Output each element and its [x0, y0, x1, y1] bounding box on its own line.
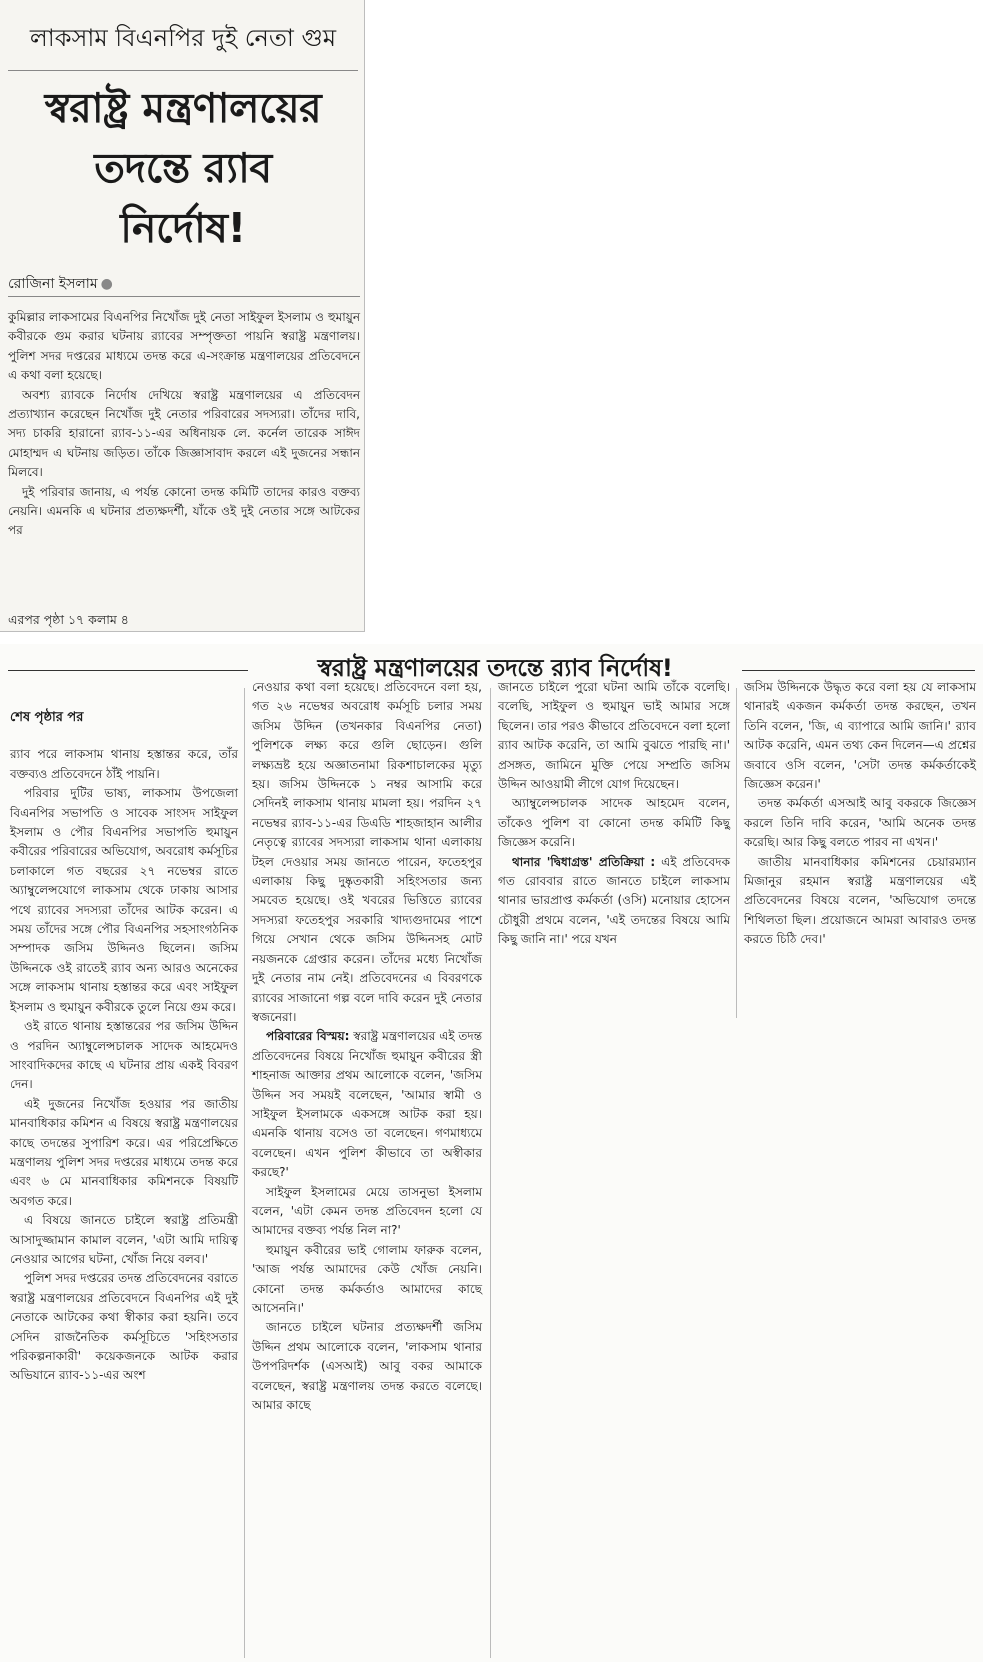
- paragraph-text: স্বরাষ্ট্র মন্ত্রণালয়ের এই তদন্ত প্রতিবেদনের বিষয়ে নিখোঁজ হুমায়ুন কবীরের স্ত্রী শাহনাজ আক্তার প্রথম আলোকে বলেন, 'জসিম উদ্দিন সব সময়ই বলেছেন, 'আমার স্বামী ও সাইফুল ইসলামকে একসঙ্গে আটক করা হয়। এমনকি থানায় বসেও তা বলেছেন। গণমাধ্যমে বলেছেন। এখন পুলিশ কীভাবে তা অস্বীকার করছে?': [252, 1029, 482, 1180]
- column-divider: [244, 688, 245, 1658]
- bullet-icon: ●: [100, 276, 113, 292]
- paragraph: কুমিল্লার লাকসামের বিএনপির নিখোঁজ দুই নেতা সাইফুল ইসলাম ও হুমায়ুন কবীরকে গুম করার ঘটনায় র‍্যাবের সম্পৃক্ততা পায়নি স্বরাষ্ট্র মন্ত্রণালয়। পুলিশ সদর দপ্তরের মাধ্যমে তদন্ত করে এ-সংক্রান্ত মন্ত্রণালয়ের প্রতিবেদনে এ কথা বলা হয়েছে।: [8, 310, 360, 383]
- headline: [8, 78, 358, 258]
- paragraph: জানতে চাইলে ঘটনার প্রত্যক্ষদর্শী জসিম উদ্দিন প্রথম আলোকে বলেন, 'লাকসাম থানার উপপরিদর্শক (এসআই) আবু বকর আমাকে বলেছেন, স্বরাষ্ট্র মন্ত্রণালয় তদন্ত করতে বলেছে। আমার কাছে: [252, 1320, 482, 1413]
- banner-headline: স্বরাষ্ট্র মন্ত্রণালয়ের তদন্তে র‍্যাব নির্দোষ!: [250, 646, 740, 690]
- byline: [8, 272, 360, 297]
- clipping-front-page: [0, 0, 365, 632]
- paragraph: জাতীয় মানবাধিকার কমিশনের চেয়ারম্যান মিজানুর রহমান স্বরাষ্ট্র মন্ত্রণালয়ের এই প্রতিবেদনের বিষয়ে বলেন, 'অভিযোগ তদন্তে শিথিলতা ছিল। প্রয়োজনে আমরা আবারও তদন্ত করতে চিঠি দেব।': [744, 854, 976, 947]
- clipping-continued: [0, 644, 983, 1662]
- paragraph: হুমায়ুন কবীরের ভাই গোলাম ফারুক বলেন, 'আজ পর্যন্ত আমাদের কেউ খোঁজ নেয়নি। কোনো তদন্ত কর্মকর্তাও আমাদের কাছে আসেননি।': [252, 1242, 482, 1315]
- paragraph: পরিবার দুটির ভাষ্য, লাকসাম উপজেলা বিএনপির সভাপতি ও সাবেক সাংসদ সাইফুল ইসলাম ও পৌর বিএনপির সভাপতি হুমায়ুন কবীরের পরিবারের অভিযোগ, অবরোধ কর্মসূচির চলাকালে গত বছরের ২৭ নভেম্বর রাতে অ্যাম্বুলেন্সযোগে লাকসাম থেকে ঢাকায় আসার পথে র‍্যাবের সদস্যরা তাঁদের আটক করেন। এ সময় তাঁদের সঙ্গে পৌর বিএনপির সহসাংগঠনিক সম্পাদক জসিম উদ্দিনও ছিলেন। জসিম উদ্দিনকে ওই রাতেই র‍্যাব অন্য আরও অনেকের সঙ্গে লাকসাম থানায় হস্তান্তর করে এবং সাইফুল ইসলাম ও হুমায়ুন কবীরকে তুলে নিয়ে গুম করে।: [10, 786, 238, 1014]
- paragraph: নেওয়ার কথা বলা হয়েছে। প্রতিবেদনে বলা হয়, গত ২৬ নভেম্বর অবরোধ কর্মসূচি চলার সময় জসিম উদ্দিন (তখনকার বিএনপির নেতা) পুলিশকে লক্ষ্য করে গুলি ছোড়েন। গুলি লক্ষ্যভ্রষ্ট হয়ে অজ্ঞাতনামা রিকশাচালকের মৃত্যু হয়। জসিম উদ্দিনকে ১ নম্বর আসামি করে সেদিনই লাকসাম থানায় মামলা হয়। পরদিন ২৭ নভেম্বর র‍্যাব-১১-এর ডিএডি শাহজাহান আলীর নেতৃত্বে র‍্যাবের সদস্যরা লাকসাম থানা এলাকায় টহল দেওয়ার সময় জানতে পারেন, ফতেহপুর এলাকায় কিছু দুষ্কৃতকারী সহিংসতার জন্য সমবেত হয়েছে। ওই খবরের ভিত্তিতে র‍্যাবের সদস্যরা ফতেহপুর সরকারি খাদ্যগুদামের পাশে গিয়ে সেখান থেকে জসিম উদ্দিনসহ মোট নয়জনকে গ্রেপ্তার করেন। তাঁদের মধ্যে নিখোঁজ দুই নেতার নাম নেই। প্রতিবেদনের এ বিবরণকে র‍্যাবের সাজানো গল্প বলে দাবি করেন দুই নেতার স্বজনেরা।: [252, 680, 482, 1024]
- column-divider: [490, 688, 491, 1658]
- headline-line: নির্দোষ!: [120, 204, 246, 252]
- paragraph: পুলিশ সদর দপ্তরের তদন্ত প্রতিবেদনের বরাতে স্বরাষ্ট্র মন্ত্রণালয়ের প্রতিবেদনে বিএনপির এই দুই নেতাকে আটকের কথা স্বীকার করা হয়নি। তবে সেদিন রাজনৈতিক কর্মসূচিতে 'সহিংসতার পরিকল্পনাকারী' কয়েকজনকে আটক করার অভিযানে র‍্যাব-১১-এর অংশ: [10, 1271, 238, 1383]
- paragraph: [252, 1027, 482, 1182]
- paragraph: [498, 853, 730, 950]
- paragraph: অবশ্য র‍্যাবকে নির্দোষ দেখিয়ে স্বরাষ্ট্র মন্ত্রণালয়ের এ প্রতিবেদন প্রত্যাখ্যান করেছেন নিখোঁজ দুই নেতার পরিবারের সদস্যরা। তাঁদের দাবি, সদ্য চাকরি হারানো র‍্যাব-১১-এর অধিনায়ক লে. কর্নেল তারেক সাঈদ মোহাম্মদ এ ঘটনায় জড়িত। তাঁকে জিজ্ঞাসাবাদ করলে এই দুজনের সন্ধান মিলবে।: [8, 387, 360, 480]
- jump-reference: এরপর পৃষ্ঠা ১৭ কলাম ৪: [8, 612, 129, 627]
- paragraph-text: এই প্রতিবেদক গত রোববার রাতে জানতে চাইলে লাকসাম থানার ভারপ্রাপ্ত কর্মকর্তা (ওসি) মনোয়ার হোসেন চৌধুরী প্রথমে বলেন, 'এই তদন্তের বিষয়ে আমি কিছু জানি না।' পরে যখন: [498, 854, 730, 947]
- intro-body: [8, 308, 360, 541]
- paragraph: অ্যাম্বুলেন্সচালক সাদেক আহমেদ বলেন, তাঁকেও পুলিশ বা কোনো তদন্ত কমিটি কিছু জিজ্ঞেস করেনি।: [498, 796, 730, 850]
- kicker: লাকসাম বিএনপির দুই নেতা গুম: [8, 6, 358, 71]
- column-4: [744, 678, 976, 950]
- banner-rule-left: [8, 670, 248, 671]
- paragraph: জসিম উদ্দিনকে উদ্ধৃত করে বলা হয় যে লাকসাম থানারই একজন কর্মকর্তা তদন্ত করছেন, তখন তিনি বলেন, 'জি, এ ব্যাপারে আমি জানি।' র‍্যাব আটক করেনি, এমন তথ্য কেন দিলেন—এ প্রশ্নের জবাবে ওসি বলেন, 'সেটা তদন্ত কর্মকর্তাকেই জিজ্ঞেস করেন।': [744, 680, 976, 792]
- paragraph: জানতে চাইলে পুরো ঘটনা আমি তাঁকে বলেছি। বলেছি, সাইফুল ও হুমায়ুন ভাই আমার সঙ্গে ছিলেন। তার পরও কীভাবে প্রতিবেদনে বলা হলো র‍্যাব আটক করেনি, তা আমি বুঝতে পারছি না।' প্রসঙ্গত, জামিনে মুক্তি পেয়ে সম্প্রতি জসিম উদ্দিন আওয়ামী লীগে যোগ দিয়েছেন।: [498, 680, 730, 792]
- column-3: [498, 678, 730, 950]
- subhead-families: পরিবারের বিস্ময়:: [266, 1029, 350, 1044]
- paragraph: সাইফুল ইসলামের মেয়ে তাসনুভা ইসলাম বলেন, 'এটা কেমন তদন্ত প্রতিবেদন হলো যে আমাদের বক্তব্য পর্যন্ত নিল না?': [252, 1184, 482, 1238]
- column-2: [252, 678, 482, 1415]
- continued-label: শেষ পৃষ্ঠার পর: [10, 710, 84, 725]
- paragraph: দুই পরিবার জানায়, এ পর্যন্ত কোনো তদন্ত কমিটি তাদের কারও বক্তব্য নেয়নি। এমনকি এ ঘটনার প্রত্যক্ষদর্শী, যাঁকে ওই দুই নেতার সঙ্গে আটকের পর: [8, 484, 360, 538]
- paragraph: এ বিষয়ে জানতে চাইলে স্বরাষ্ট্র প্রতিমন্ত্রী আসাদুজ্জামান কামাল বলেন, 'এটা আমি দায়িত্ব নেওয়ার আগের ঘটনা, খোঁজ নিয়ে বলব।': [10, 1213, 238, 1266]
- paragraph: এই দুজনের নিখোঁজ হওয়ার পর জাতীয় মানবাধিকার কমিশন এ বিষয়ে স্বরাষ্ট্র মন্ত্রণালয়ের কাছে তদন্তের সুপারিশ করে। এর পরিপ্রেক্ষিতে মন্ত্রণালয় পুলিশ সদর দপ্তরের মাধ্যমে তদন্ত করে এবং ৬ মে মানবাধিকার কমিশনকে বিষয়টি অবগত করে।: [10, 1096, 238, 1208]
- headline-line: তদন্তে র‍্যাব: [94, 144, 272, 192]
- paragraph: র‍্যাব পরে লাকসাম থানায় হস্তান্তর করে, তাঁর বক্তব্যও প্রতিবেদনে ঠাঁই পায়নি।: [10, 747, 238, 781]
- byline-author: রোজিনা ইসলাম: [8, 276, 98, 292]
- column-divider: [736, 688, 737, 1018]
- paragraph: তদন্ত কর্মকর্তা এসআই আবু বকরকে জিজ্ঞেস করলে তিনি দাবি করেন, 'আমি অনেক তদন্ত করেছি। আর কিছু বলতে পারব না এখন।': [744, 796, 976, 850]
- subhead-police-station: থানার 'দ্বিধাগ্রস্ত' প্রতিক্রিয়া :: [512, 854, 656, 869]
- banner-rule-right: [742, 670, 975, 671]
- headline-line: স্বরাষ্ট্র মন্ত্রণালয়ের: [44, 84, 322, 132]
- paragraph: ওই রাতে থানায় হস্তান্তরের পর জসিম উদ্দিন ও পরদিন অ্যাম্বুলেন্সচালক সাদেক আহমেদও সাংবাদিকদের কাছে এ ঘটনার প্রায় একই বিবরণ দেন।: [10, 1019, 238, 1092]
- column-1: [10, 672, 238, 1386]
